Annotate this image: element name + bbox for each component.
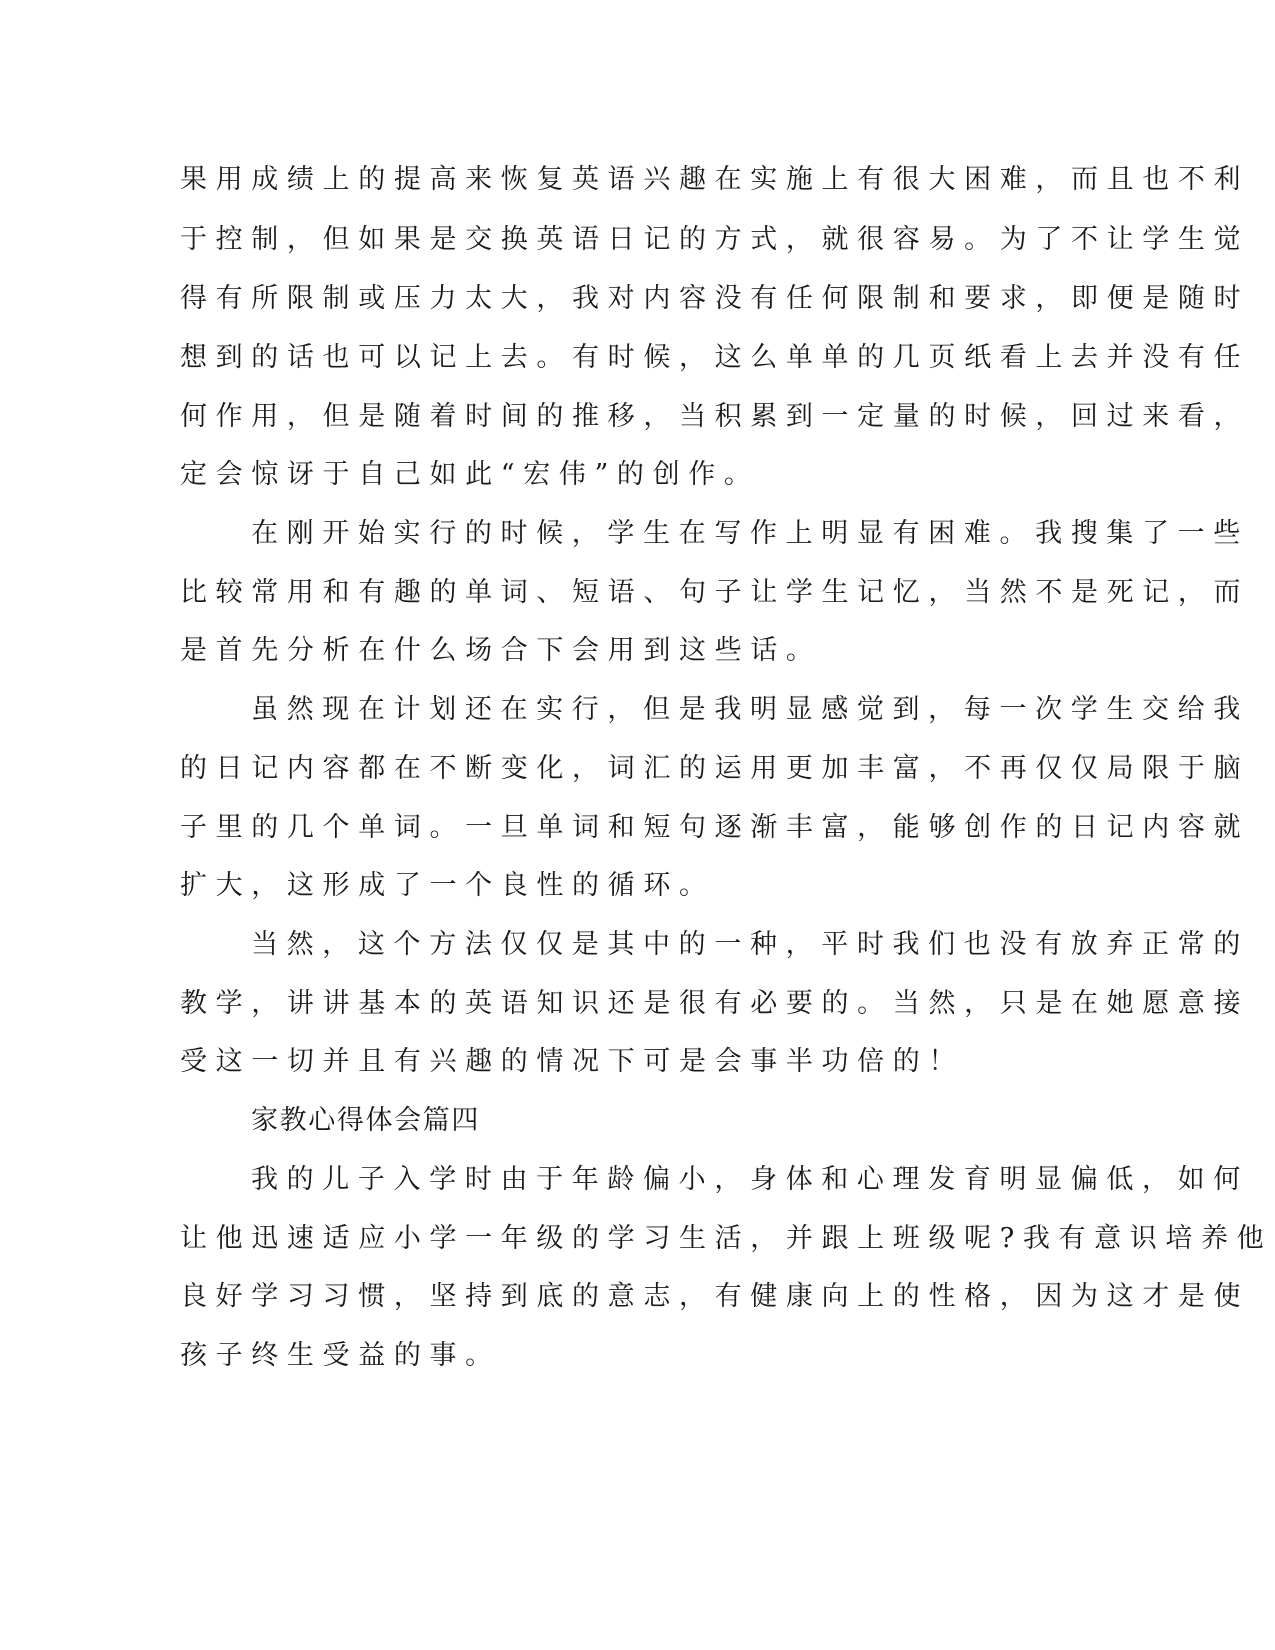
paragraph-first-line: 在刚开始实行的时候，学生在写作上明显有困难。我搜集了一些	[251, 518, 1249, 549]
text-line: 教学，讲讲基本的英语知识还是很有必要的。当然，只是在她愿意接	[180, 988, 1250, 1019]
section-heading: 家教心得体会篇四	[251, 1105, 480, 1136]
text-line: 子里的几个单词。一旦单词和短句逐渐丰富，能够创作的日记内容就	[180, 812, 1250, 843]
text-line: 定会惊讶于自己如此“宏伟”的创作。	[180, 459, 760, 490]
paragraph-first-line: 我的儿子入学时由于年龄偏小，身体和心理发育明显偏低，如何	[251, 1164, 1249, 1195]
text-line: 何作用，但是随着时间的推移，当积累到一定量的时候，回过来看，	[180, 401, 1250, 432]
text-line: 良好学习习惯，坚持到底的意志，有健康向上的性格，因为这才是使	[180, 1281, 1250, 1312]
paragraph-first-line: 虽然现在计划还在实行，但是我明显感觉到，每一次学生交给我	[251, 694, 1249, 725]
text-line: 想到的话也可以记上去。有时候，这么单单的几页纸看上去并没有任	[180, 342, 1250, 373]
text-line: 果用成绩上的提高来恢复英语兴趣在实施上有很大困难，而且也不利	[180, 164, 1250, 195]
paragraph-first-line: 当然，这个方法仅仅是其中的一种，平时我们也没有放弃正常的	[251, 929, 1249, 960]
text-line: 是首先分析在什么场合下会用到这些话。	[180, 635, 822, 666]
text-line: 的日记内容都在不断变化，词汇的运用更加丰富，不再仅仅局限于脑	[180, 753, 1250, 784]
text-line: 孩子终生受益的事。	[180, 1340, 501, 1371]
text-line: 扩大，这形成了一个良性的循环。	[180, 870, 715, 901]
text-line: 让他迅速适应小学一年级的学习生活，并跟上班级呢?我有意识培养他	[180, 1223, 1273, 1254]
text-line: 受这一切并且有兴趣的情况下可是会事半功倍的！	[180, 1046, 965, 1077]
text-line: 比较常用和有趣的单词、短语、句子让学生记忆，当然不是死记，而	[180, 577, 1250, 608]
text-line: 于控制，但如果是交换英语日记的方式，就很容易。为了不让学生觉	[180, 224, 1250, 255]
text-line: 得有所限制或压力太大，我对内容没有任何限制和要求，即便是随时	[180, 283, 1250, 314]
